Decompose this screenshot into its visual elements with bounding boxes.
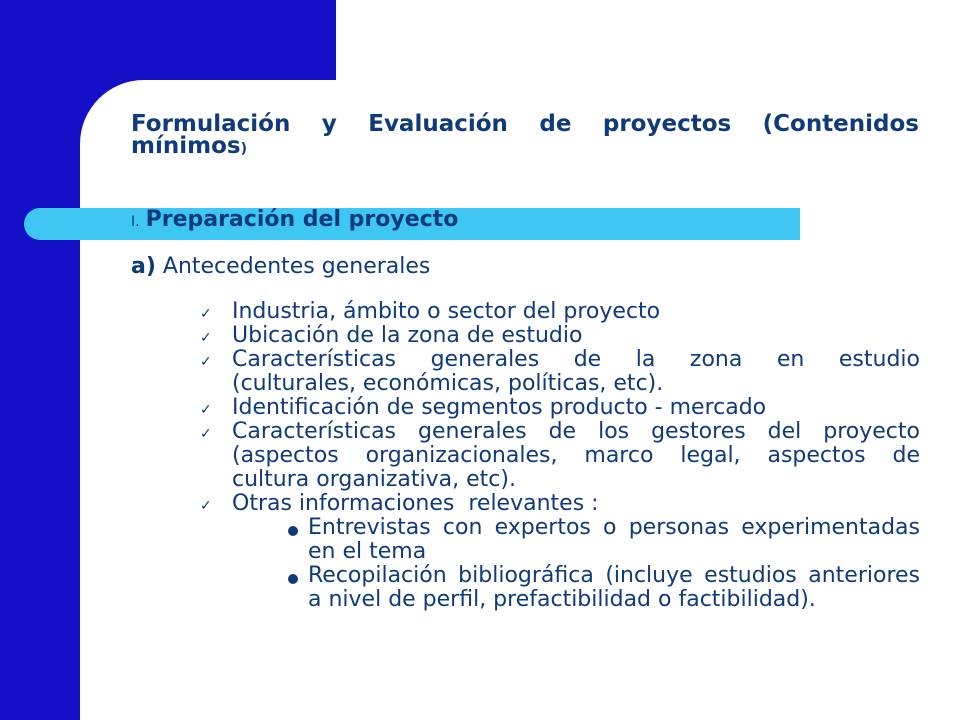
subsection-letter: a) bbox=[131, 254, 156, 279]
title-line-2-word: mínimos bbox=[131, 133, 241, 159]
check-icon: ✓ bbox=[200, 498, 212, 514]
list-item bbox=[200, 420, 920, 492]
top-frame-band bbox=[0, 0, 336, 80]
list-item-line: (culturales, económicas, políticas, etc). bbox=[232, 371, 664, 396]
list-item-line: Características generales de los gestores del proyecto bbox=[232, 419, 920, 444]
sub-list-item-line: en el tema bbox=[308, 539, 427, 564]
sub-list bbox=[232, 516, 920, 612]
section-number: I. bbox=[131, 214, 140, 230]
title-line-1: Formulación y Evaluación de proyectos (Contenidos bbox=[131, 111, 919, 137]
subsection-label: Antecedentes generales bbox=[162, 254, 431, 279]
list-item-line: Otras informaciones relevantes : bbox=[232, 491, 599, 516]
sub-list-item bbox=[276, 564, 920, 612]
section-heading bbox=[131, 207, 458, 232]
list-item-line: Identificación de segmentos producto - mercado bbox=[232, 395, 767, 420]
list-item-line: Ubicación de la zona de estudio bbox=[232, 323, 583, 348]
sub-list-item bbox=[276, 516, 920, 564]
check-icon: ✓ bbox=[200, 402, 212, 418]
slide-title bbox=[131, 113, 919, 160]
check-icon: ✓ bbox=[200, 330, 212, 346]
list-item-line: Características generales de la zona en estudio bbox=[232, 347, 920, 372]
list-item-line: Industria, ámbito o sector del proyecto bbox=[232, 299, 661, 324]
check-icon: ✓ bbox=[200, 306, 212, 322]
list-item bbox=[200, 396, 920, 420]
title-line-2-paren: ) bbox=[240, 141, 247, 157]
list-item-line: (aspectos organizacionales, marco legal, aspectos de bbox=[232, 443, 920, 468]
check-icon: ✓ bbox=[200, 426, 212, 442]
subsection-heading bbox=[131, 254, 430, 279]
bullet-dot-icon bbox=[288, 574, 298, 584]
section-label: Preparación del proyecto bbox=[145, 207, 459, 232]
list-item-line: cultura organizativa, etc). bbox=[232, 467, 516, 492]
bullet-dot-icon bbox=[288, 526, 298, 536]
sub-list-item-line: a nivel de perfil, prefactibilidad o factibilidad). bbox=[308, 587, 816, 612]
list-item bbox=[200, 300, 920, 324]
title-line-2 bbox=[131, 133, 247, 159]
sub-list-item-line: Entrevistas con expertos o personas experimentadas bbox=[308, 515, 920, 540]
list-item bbox=[200, 348, 920, 396]
sub-list-item-line: Recopilación bibliográfica (incluye estudios anteriores bbox=[308, 563, 920, 588]
left-frame-band bbox=[0, 0, 80, 720]
check-icon: ✓ bbox=[200, 354, 212, 370]
list-item bbox=[200, 324, 920, 348]
checklist bbox=[200, 300, 920, 612]
list-item bbox=[200, 492, 920, 612]
